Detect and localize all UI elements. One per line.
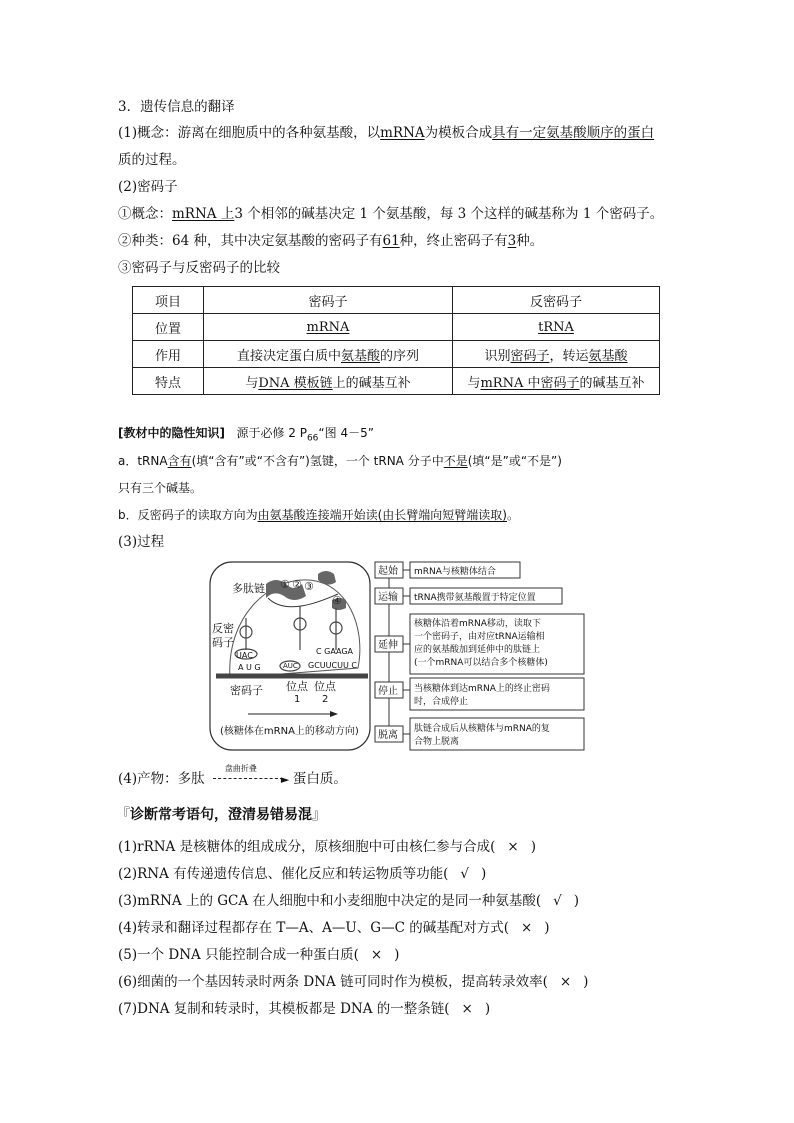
item-text: (5)一个 DNA 只能控制合成一种蛋白质( — [118, 947, 359, 963]
table-cell — [204, 368, 453, 395]
step-elongation — [375, 614, 584, 674]
product-prefix: (4)产物：多肽 — [118, 771, 205, 787]
heading-bracket: 』 — [312, 807, 326, 823]
seq-bottom: GCUUCUU C — [308, 661, 357, 670]
step-desc: (一个mRNA可以结合多个核糖体) — [414, 658, 548, 668]
cell-text: 氨基酸 — [340, 348, 380, 364]
cell-text: mRNA 中密码子 — [480, 375, 580, 391]
diagnosis-heading — [116, 804, 326, 824]
step-desc: tRNA携带氨基酸置于特定位置 — [414, 593, 536, 603]
item-mark: × — [370, 947, 383, 963]
diagnosis-item — [118, 973, 588, 991]
fold-arrow-line — [213, 778, 283, 779]
process-heading: (3)过程 — [118, 534, 165, 550]
product-suffix: 蛋白质。 — [292, 771, 347, 787]
concept-prefix: (1)概念：游离在细胞质中的各种氨基酸，以 — [118, 125, 381, 141]
concept-mrna: mRNA — [380, 125, 425, 141]
item-mark: √ — [553, 893, 562, 909]
trna-right — [330, 608, 342, 650]
step-desc: 时，合成停止 — [414, 697, 469, 707]
table-cell — [204, 341, 453, 368]
codon-comparison-table — [132, 286, 660, 395]
table-cell — [204, 314, 453, 341]
step-tag: 起始 — [378, 566, 398, 577]
step-num: ③ — [304, 580, 314, 593]
table-cell: 作用 — [133, 341, 204, 368]
step-desc: mRNA与核糖体结合 — [414, 567, 496, 577]
table-cell — [453, 341, 660, 368]
cell-text: 氨基酸 — [588, 348, 628, 364]
table-cell — [453, 314, 660, 341]
concept-mid: 为模板合成 — [424, 125, 493, 141]
item-mark: × — [520, 920, 533, 936]
cell-text: ，转运 — [549, 348, 589, 364]
table-cell — [453, 368, 660, 395]
table-header-cell: 密码子 — [204, 287, 453, 314]
hidden-knowledge-label: [教材中的隐性知识] — [118, 426, 225, 440]
item-close: ) — [394, 947, 400, 963]
cell-text: DNA 模板链 — [258, 375, 333, 391]
site2-num: 2 — [322, 694, 329, 705]
table-cell: 位置 — [133, 314, 204, 341]
hidden-item-a-line2: 只有三个碱基。 — [118, 481, 203, 495]
codon-kinds-num2: 3 — [507, 233, 517, 249]
table-row — [133, 341, 660, 368]
item-close: ) — [583, 974, 589, 990]
compare-heading: ③密码子与反密码子的比较 — [118, 260, 280, 276]
step-desc: 核糖体沿着mRNA移动，读取下 — [414, 619, 541, 629]
diagnosis-item — [118, 865, 486, 883]
hidden-item-b — [118, 506, 519, 524]
anticodon-label: 码子 — [212, 636, 234, 649]
diagnosis-item — [118, 892, 579, 910]
codon-kinds-prefix: ②种类：64 种，其中决定氨基酸的密码子有 — [118, 233, 383, 249]
item-text: (6)细菌的一个基因转录时两条 DNA 链可同时作为模板，提高转录效率( — [118, 974, 548, 990]
cell-text: mRNA — [306, 319, 350, 335]
table-header-cell: 反密码子 — [453, 287, 660, 314]
step-desc: 一个密码子，由对应tRNA运输相 — [414, 632, 545, 642]
codon-label: 密码子 — [230, 684, 263, 697]
direction-arrow-head — [330, 711, 338, 717]
codon-concept — [118, 205, 663, 223]
step-num: ② — [292, 578, 302, 591]
heading-bracket: 『 — [116, 807, 130, 823]
cell-text: 密码子 — [510, 348, 550, 364]
table-row — [133, 314, 660, 341]
hidden-knowledge-page: 66 — [306, 433, 319, 444]
cell-text: 的序列 — [380, 348, 420, 364]
product-line — [118, 764, 347, 788]
item-close: ) — [484, 1001, 491, 1017]
codon-kinds-num1: 61 — [382, 233, 400, 249]
codon-kinds-suffix: 种。 — [516, 233, 544, 249]
hidden-a-mid: (填“含有”或“不含有”)氢键，一个 tRNA 分子中 — [191, 454, 444, 468]
site2-label: 位点 — [314, 680, 336, 693]
fold-arrow-head: ► — [280, 773, 290, 786]
step-tag: 运输 — [378, 592, 398, 603]
table-header-row — [133, 287, 660, 314]
uac-label: UAC — [236, 651, 253, 660]
auc-label: AUC — [283, 662, 298, 670]
item-close: ) — [544, 920, 550, 936]
item-mark: × — [461, 1001, 473, 1017]
item-mark: × — [559, 974, 572, 990]
codon-concept-prefix: ①概念： — [118, 206, 172, 222]
hidden-knowledge-header — [118, 424, 374, 447]
site1-num: 1 — [294, 694, 301, 705]
item-text: (3)mRNA 上的 GCA 在人细胞中和小麦细胞中决定的是同一种氨基酸( — [118, 893, 542, 909]
item-mark: × — [507, 839, 519, 855]
step-desc: 当核糖体到达mRNA上的终止密码 — [414, 684, 550, 694]
item-close: ) — [481, 866, 487, 882]
table-header-cell: 项目 — [133, 287, 204, 314]
aug-label: A U G — [238, 663, 261, 672]
codon-heading: (2)密码子 — [118, 179, 178, 195]
hidden-a-post: (填“是”或“不是”) — [467, 454, 562, 468]
diagnosis-item — [118, 946, 399, 964]
step-desc: 合物上脱离 — [414, 737, 460, 747]
step-stop — [375, 678, 584, 710]
table-row — [133, 368, 660, 395]
step-desc: 肽链合成后从核糖体与mRNA的复 — [414, 724, 550, 734]
seq-top: C GAAGA — [316, 647, 354, 656]
hidden-b-pre: b．反密码子的读取方向为 — [118, 508, 258, 522]
cell-text: 的碱基互补 — [579, 375, 645, 391]
cell-text: tRNA — [538, 319, 574, 335]
step-tag: 延伸 — [378, 640, 398, 651]
diagnosis-item — [118, 1000, 490, 1018]
concept-underlined: 具有一定氨基酸顺序的蛋白 — [492, 125, 655, 141]
cell-text: 直接决定蛋白质中 — [236, 348, 341, 364]
fold-arrow — [209, 764, 293, 788]
item-mark: √ — [460, 866, 470, 882]
cell-text: 上的碱基互补 — [332, 375, 411, 391]
step-num: ① — [280, 578, 290, 591]
step-tag: 停止 — [378, 686, 398, 697]
anticodon-label: 反密 — [212, 622, 234, 635]
step-transport — [375, 588, 562, 604]
hidden-b-u: 由氨基酸连接端开始读(由长臂端向短臂端读取) — [257, 508, 507, 522]
site1-label: 位点 — [286, 680, 308, 693]
item-close: ) — [530, 839, 536, 855]
hidden-item-a — [118, 452, 562, 470]
hidden-a-u2: 不是 — [443, 454, 468, 468]
table-cell: 特点 — [133, 368, 204, 395]
cell-text: 与 — [467, 375, 481, 391]
section-title: 3．遗传信息的翻译 — [118, 99, 235, 115]
codon-kinds-mid: 种，终止密码子有 — [399, 233, 508, 249]
codon-kinds — [118, 232, 543, 250]
item-close: ) — [573, 893, 580, 909]
cell-text: 识别 — [484, 348, 511, 364]
step-start — [375, 562, 520, 578]
codon-concept-rest: 3 个相邻的碱基决定 1 个氨基酸，每 3 个这样的碱基称为 1 个密码子。 — [234, 206, 664, 222]
hidden-a-pre: a．tRNA — [118, 454, 168, 468]
concept-line-1 — [118, 124, 654, 142]
item-text: (1)rRNA 是核糖体的组成成分，原核细胞中可由核仁参与合成( — [118, 839, 496, 855]
diagnosis-heading-text: 诊断常考语句，澄清易错易混 — [130, 807, 312, 823]
hidden-knowledge-source: 源于必修 2 P — [236, 426, 307, 440]
item-text: (2)RNA 有传递遗传信息、催化反应和转运物质等功能( — [118, 866, 449, 882]
fold-arrow-label: 盘曲折叠 — [224, 764, 257, 773]
step-num: ④ — [332, 594, 342, 607]
translation-diagram — [208, 558, 590, 754]
hidden-a-u1: 含有 — [167, 454, 192, 468]
direction-label: (核糖体在mRNA上的移动方向) — [220, 726, 359, 737]
diagnosis-item — [118, 838, 536, 856]
step-tag: 脱离 — [378, 730, 398, 741]
step-release — [375, 718, 584, 750]
concept-line-2: 质的过程。 — [118, 152, 186, 168]
item-text: (4)转录和翻译过程都存在 T—A、A—U、G—C 的碱基配对方式( — [118, 920, 509, 936]
peptide-label: 多肽链 — [232, 582, 265, 595]
item-text: (7)DNA 复制和转录时，其模板都是 DNA 的一整条链( — [118, 1001, 450, 1017]
step-desc: 应的氨基酸加到延伸中的肽链上 — [414, 645, 541, 655]
diagnosis-item — [118, 919, 550, 937]
cell-text: 与 — [245, 375, 259, 391]
codon-concept-mrna: mRNA 上 — [172, 206, 235, 222]
hidden-b-post: 。 — [507, 508, 520, 522]
hidden-knowledge-fig: “图 4－5” — [318, 426, 374, 440]
